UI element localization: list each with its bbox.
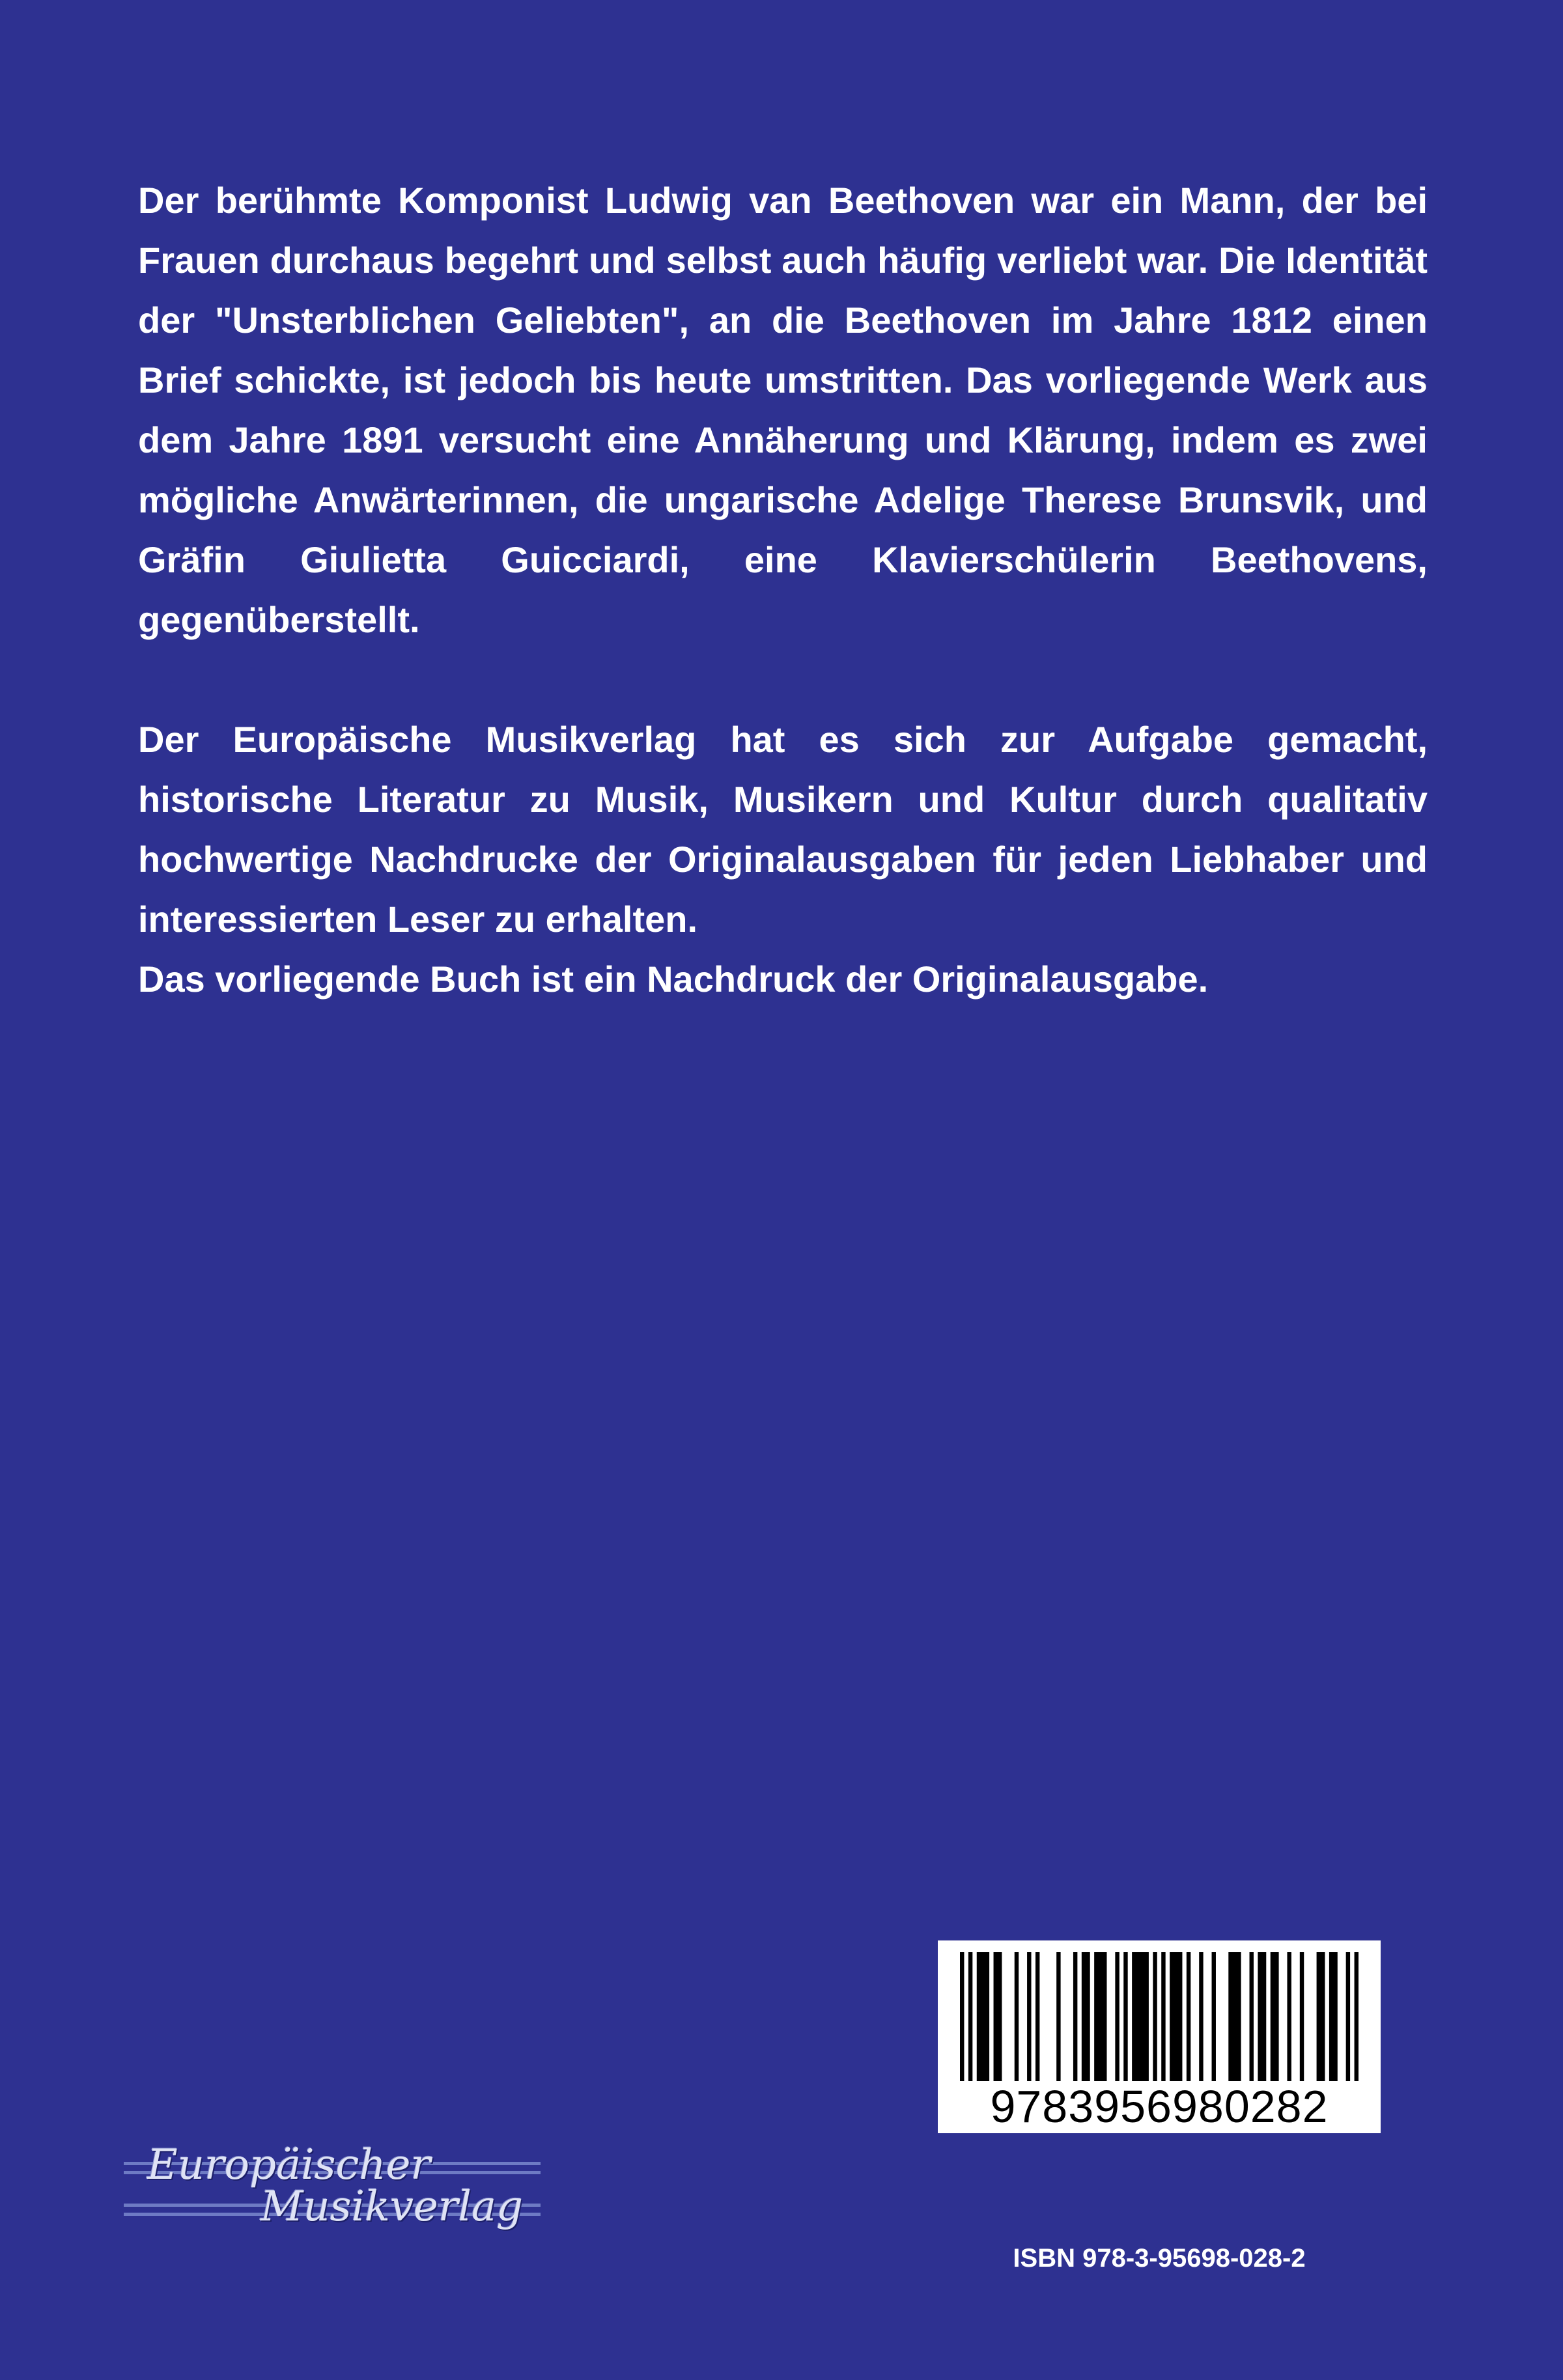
barcode-bar: [1329, 1952, 1338, 2081]
barcode-bar: [960, 1952, 964, 2081]
barcode-bar: [1170, 1952, 1182, 2081]
blurb-text: [138, 171, 1428, 1009]
barcode-bar: [1355, 1952, 1359, 2081]
blurb-paragraph-publisher: Der Europäische Musikverlag hat es sich zur Aufgabe gemacht, historische Literatur zu Musik, Musikern und Kultur durch qualitativ hochwertige Nachdrucke der Originalausgaben für jeden Liebhaber und interessierten Leser zu erhalten.: [138, 719, 1428, 940]
barcode-bar: [1187, 1952, 1190, 2081]
barcode-bar: [1212, 1952, 1216, 2081]
barcode-bar: [994, 1952, 1002, 2081]
barcode-bar: [1300, 1952, 1304, 2081]
publisher-logo-line1: Europäischer: [147, 2141, 431, 2189]
barcode-digits: 9783956980282: [990, 2081, 1329, 2132]
barcode-bar: [1228, 1952, 1241, 2081]
barcode-bar: [1346, 1952, 1350, 2081]
barcode-bar: [1287, 1952, 1291, 2081]
barcode-bar: [1153, 1952, 1157, 2081]
barcode-bar: [1073, 1952, 1077, 2081]
isbn-label: ISBN 978-3-95698-028-2: [1013, 2244, 1306, 2273]
barcode-bar: [1250, 1952, 1254, 2081]
barcode-bar: [1271, 1952, 1279, 2081]
barcode-bar: [1035, 1952, 1039, 2081]
barcode-bar: [1015, 1952, 1019, 2081]
barcode-bar: [1056, 1952, 1060, 2081]
barcode-bar: [1258, 1952, 1266, 2081]
barcode-bar: [1199, 1952, 1203, 2081]
barcode-bar: [1094, 1952, 1106, 2081]
barcode-bar: [1082, 1952, 1090, 2081]
barcode-bar: [968, 1952, 972, 2081]
blurb-paragraph-reprint-note: Das vorliegende Buch ist ein Nachdruck der Originalausgabe.: [138, 959, 1209, 1000]
barcode-bar: [1123, 1952, 1127, 2081]
barcode-bar: [1115, 1952, 1119, 2081]
barcode-bar: [1132, 1952, 1149, 2081]
barcode-bar: [1027, 1952, 1031, 2081]
barcode-bar: [1317, 1952, 1325, 2081]
publisher-logo: [124, 2141, 554, 2239]
barcode-bar: [1161, 1952, 1165, 2081]
publisher-logo-line2: Musikverlag: [260, 2183, 524, 2231]
blurb-paragraph-description: Der berühmte Komponist Ludwig van Beethoven war ein Mann, der bei Frauen durchaus begehrt und selbst auch häufig verliebt war. Die Identität der "Unsterblichen Geliebten", an die Beethoven im Jahre 1812 einen Brief schickte, ist jedoch bis heute umstritten. Das vorliegende Werk aus dem Jahre 1891 versucht eine Annäherung und Klärung, indem es zwei mögliche Anwärterinnen, die ungarische Adelige Therese Brunsvik, und Gräfin Giulietta Guicciardi, eine Klavierschülerin Beethovens, gegenüberstellt.: [138, 180, 1428, 640]
barcode: [938, 1940, 1381, 2133]
barcode-bar: [977, 1952, 989, 2081]
